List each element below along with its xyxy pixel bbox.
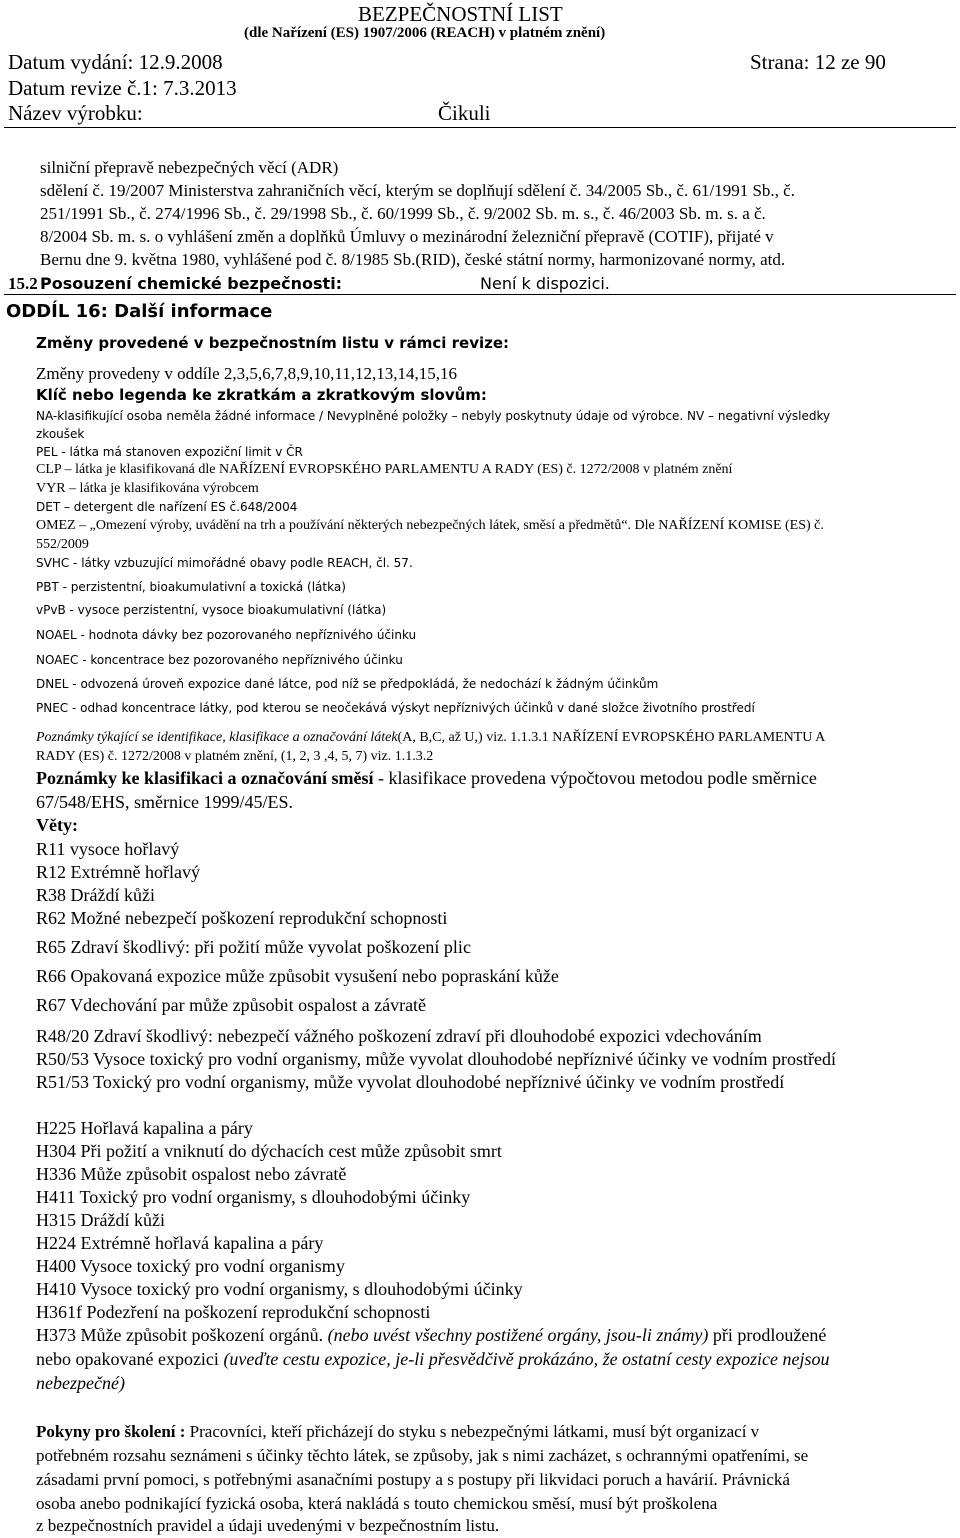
issue-date: Datum vydání: 12.9.2008 bbox=[8, 50, 223, 74]
r-phrase: R67 Vdechování par může způsobit ospalost a závratě bbox=[36, 995, 427, 1015]
training-line-3: zásadami první pomoci, s potřebnými asanačními postupy a s postupy při likvidaci poruch a havárií. Právnická bbox=[36, 1470, 790, 1489]
legend-omez: OMEZ – „Omezení výroby, uvádění na trh a používání některých nebezpečných látek, směsí a předmětů“. Dle NAŘÍZENÍ KOMISE (ES) č. bbox=[36, 518, 824, 533]
legend-na: NA-klasifikující osoba neměla žádné informace / Nevyplněné položky – nebyly poskytnuty údaje od výrobce. NV – negativní výsledky bbox=[36, 409, 831, 423]
h373-note: (nebo uvést všechny postižené orgány, jsou-li známy) bbox=[323, 1325, 709, 1345]
document-subtitle: (dle Nařízení (ES) 1907/2006 (REACH) v platném znění) bbox=[244, 25, 606, 41]
notes-classification bbox=[36, 767, 817, 790]
legend-det: DET – detergent dle nařízení ES č.648/2004 bbox=[36, 500, 298, 514]
r-phrase: R62 Možné nebezpečí poškození reprodukční schopnosti bbox=[36, 908, 448, 928]
r-phrase: R48/20 Zdraví škodlivý: nebezpečí vážného poškození zdraví při dlouhodobé expozici vdechováním bbox=[36, 1026, 762, 1046]
r-phrase: R65 Zdraví škodlivý: při požití může vyvolat poškození plic bbox=[36, 937, 471, 957]
h373-exposure: nebo opakované expozici bbox=[36, 1349, 219, 1369]
legend-svhc: SVHC - látky vzbuzující mimořádné obavy podle REACH, čl. 57. bbox=[36, 556, 413, 570]
legend-pel: PEL - látka má stanoven expoziční limit v ČR bbox=[36, 445, 303, 459]
assessment-value: Není k dispozici. bbox=[480, 274, 610, 293]
h373-text: H373 Může způsobit poškození orgánů. bbox=[36, 1325, 324, 1345]
h373-route-note: (uveďte cestu expozice, je-li přesvědčivě prokázáno, že ostatní cesty expozice nejsou bbox=[218, 1349, 830, 1369]
product-name: Čikuli bbox=[438, 101, 491, 125]
legend-pbt: PBT - perzistentní, bioakumulativní a toxická (látka) bbox=[36, 580, 346, 594]
r-phrase: R66 Opakovaná expozice může způsobit vysušení nebo popraskání kůže bbox=[36, 966, 559, 986]
h373-line-3: nebezpečné) bbox=[36, 1373, 125, 1393]
legend-omez-cont: 552/2009 bbox=[36, 537, 89, 552]
legend-na-cont: zkoušek bbox=[36, 427, 85, 441]
h-phrase: H315 Dráždí kůži bbox=[36, 1210, 165, 1230]
assessment-number: 15.2 bbox=[8, 274, 38, 293]
product-label: Název výrobku: bbox=[8, 101, 143, 125]
h-phrase: H304 Při požití a vniknutí do dýchacích cest může způsobit smrt bbox=[36, 1141, 502, 1161]
document-title: BEZPEČNOSTNÍ LIST bbox=[358, 2, 563, 26]
notes-identification bbox=[36, 729, 825, 747]
training-text: Pracovníci, kteří přicházejí do styku s nebezpečnými látkami, musí být organizací v bbox=[185, 1422, 760, 1441]
r-phrase: R12 Extrémně hořlavý bbox=[36, 862, 200, 882]
legend-dnel: DNEL - odvozená úroveň expozice dané látce, pod níž se předpokládá, že nedochází k žádným účinkům bbox=[36, 677, 659, 691]
h-phrase: H224 Extrémně hořlavá kapalina a páry bbox=[36, 1233, 324, 1253]
phrases-heading: Věty: bbox=[36, 815, 78, 835]
transport-line-2: sdělení č. 19/2007 Ministerstva zahraničních věcí, kterým se doplňují sdělení č. 34/2005 Sb., č. 61/1991 Sb., č. bbox=[40, 181, 795, 200]
r-phrase: R50/53 Vysoce toxický pro vodní organismy, může vyvolat dlouhodobé nepříznivé účinky ve vodním prostředí bbox=[36, 1049, 837, 1069]
legend-noaec: NOAEC - koncentrace bez pozorovaného nepříznivého účinku bbox=[36, 653, 403, 667]
legend-noael: NOAEL - hodnota dávky bez pozorovaného nepříznivého účinku bbox=[36, 628, 417, 642]
transport-line-4: 8/2004 Sb. m. s. o vyhlášení změn a doplňků Úmluvy o mezinárodní železniční přepravě (COTIF), přijaté v bbox=[40, 227, 774, 246]
r-phrase: R38 Dráždí kůži bbox=[36, 885, 155, 905]
legend-clp: CLP – látka je klasifikovaná dle NAŘÍZENÍ EVROPSKÉHO PARLAMENTU A RADY (ES) č. 1272/2008 v platném znění bbox=[36, 462, 733, 477]
h-phrase: H225 Hořlavá kapalina a páry bbox=[36, 1118, 253, 1138]
legend-heading: Klíč nebo legenda ke zkratkám a zkratkovým slovům: bbox=[36, 386, 487, 404]
legend-vpvb: vPvB - vysoce perzistentní, vysoce bioakumulativní (látka) bbox=[36, 603, 387, 617]
assessment-underline bbox=[4, 294, 956, 295]
notes-identification-rest: (A, B,C, až U,) viz. 1.1.3.1 NAŘÍZENÍ EVROPSKÉHO PARLAMENTU A bbox=[397, 730, 826, 745]
h373-text-cont: při prodloužené bbox=[708, 1325, 827, 1345]
h-phrase: H411 Toxický pro vodní organismy, s dlouhodobými účinky bbox=[36, 1187, 471, 1207]
h-phrase: H361f Podezření na poškození reprodukční schopnosti bbox=[36, 1302, 431, 1322]
notes-classification-bold: Poznámky ke klasifikaci a označování směsí bbox=[36, 768, 374, 788]
assessment-label: Posouzení chemické bezpečnosti: bbox=[40, 274, 343, 293]
h373-line-2 bbox=[36, 1348, 830, 1371]
h373-line-1 bbox=[36, 1324, 826, 1347]
header-divider bbox=[4, 127, 956, 128]
transport-line-1: silniční přepravě nebezpečných věcí (ADR) bbox=[40, 158, 339, 177]
notes-classification-rest: - klasifikace provedena výpočtovou metodou podle směrnice bbox=[373, 768, 817, 788]
changes-text: Změny provedeny v oddíle 2,3,5,6,7,8,9,10,11,12,13,14,15,16 bbox=[36, 364, 458, 383]
transport-line-5: Bernu dne 9. května 1980, vyhlášené pod č. 8/1985 Sb.(RID), české státní normy, harmonizované normy, atd. bbox=[40, 250, 786, 269]
notes-identification-italic: Poznámky týkající se identifikace, klasifikace a označování látek bbox=[36, 730, 398, 745]
training-line-2: potřebném rozsahu seznámeni s účinky těchto látek, se způsoby, jak s nimi zacházet, s ochrannými opatřeními, se bbox=[36, 1446, 809, 1465]
training-line-5: z bezpečnostních pravidel a údaji uvedenými v bezpečnostním listu. bbox=[36, 1516, 500, 1535]
training-line-1 bbox=[36, 1420, 759, 1443]
training-label: Pokyny pro školení : bbox=[36, 1422, 186, 1441]
notes-classification-cont: 67/548/EHS, směrnice 1999/45/ES. bbox=[36, 792, 293, 812]
r-phrase: R51/53 Toxický pro vodní organismy, může vyvolat dlouhodobé nepříznivé účinky ve vodním prostředí bbox=[36, 1072, 785, 1092]
training-line-4: osoba anebo podnikající fyzická osoba, která nakládá s touto chemickou směsí, musí být proškolena bbox=[36, 1494, 718, 1513]
notes-identification-cont: RADY (ES) č. 1272/2008 v platném znění, (1, 2, 3 ,4, 5, 7) viz. 1.1.3.2 bbox=[36, 749, 434, 764]
h-phrase: H400 Vysoce toxický pro vodní organismy bbox=[36, 1256, 345, 1276]
transport-line-3: 251/1991 Sb., č. 274/1996 Sb., č. 29/1998 Sb., č. 60/1999 Sb., č. 9/2002 Sb. m. s., č. 46/2003 Sb. m. s. a č. bbox=[40, 204, 766, 223]
section-16-title: ODDÍL 16: Další informace bbox=[6, 301, 273, 322]
h-phrase: H410 Vysoce toxický pro vodní organismy, s dlouhodobými účinky bbox=[36, 1279, 523, 1299]
legend-vyr: VYR – látka je klasifikována výrobcem bbox=[36, 481, 259, 496]
h-phrase: H336 Může způsobit ospalost nebo závratě bbox=[36, 1164, 347, 1184]
legend-pnec: PNEC - odhad koncentrace látky, pod kterou se neočekává výskyt nepříznivých účinků v dané složce životního prostředí bbox=[36, 701, 755, 715]
changes-heading: Změny provedené v bezpečnostním listu v rámci revize: bbox=[36, 334, 510, 352]
revision-date: Datum revize č.1: 7.3.2013 bbox=[8, 76, 237, 100]
r-phrase: R11 vysoce hořlavý bbox=[36, 839, 180, 859]
page-number: Strana: 12 ze 90 bbox=[750, 50, 886, 74]
